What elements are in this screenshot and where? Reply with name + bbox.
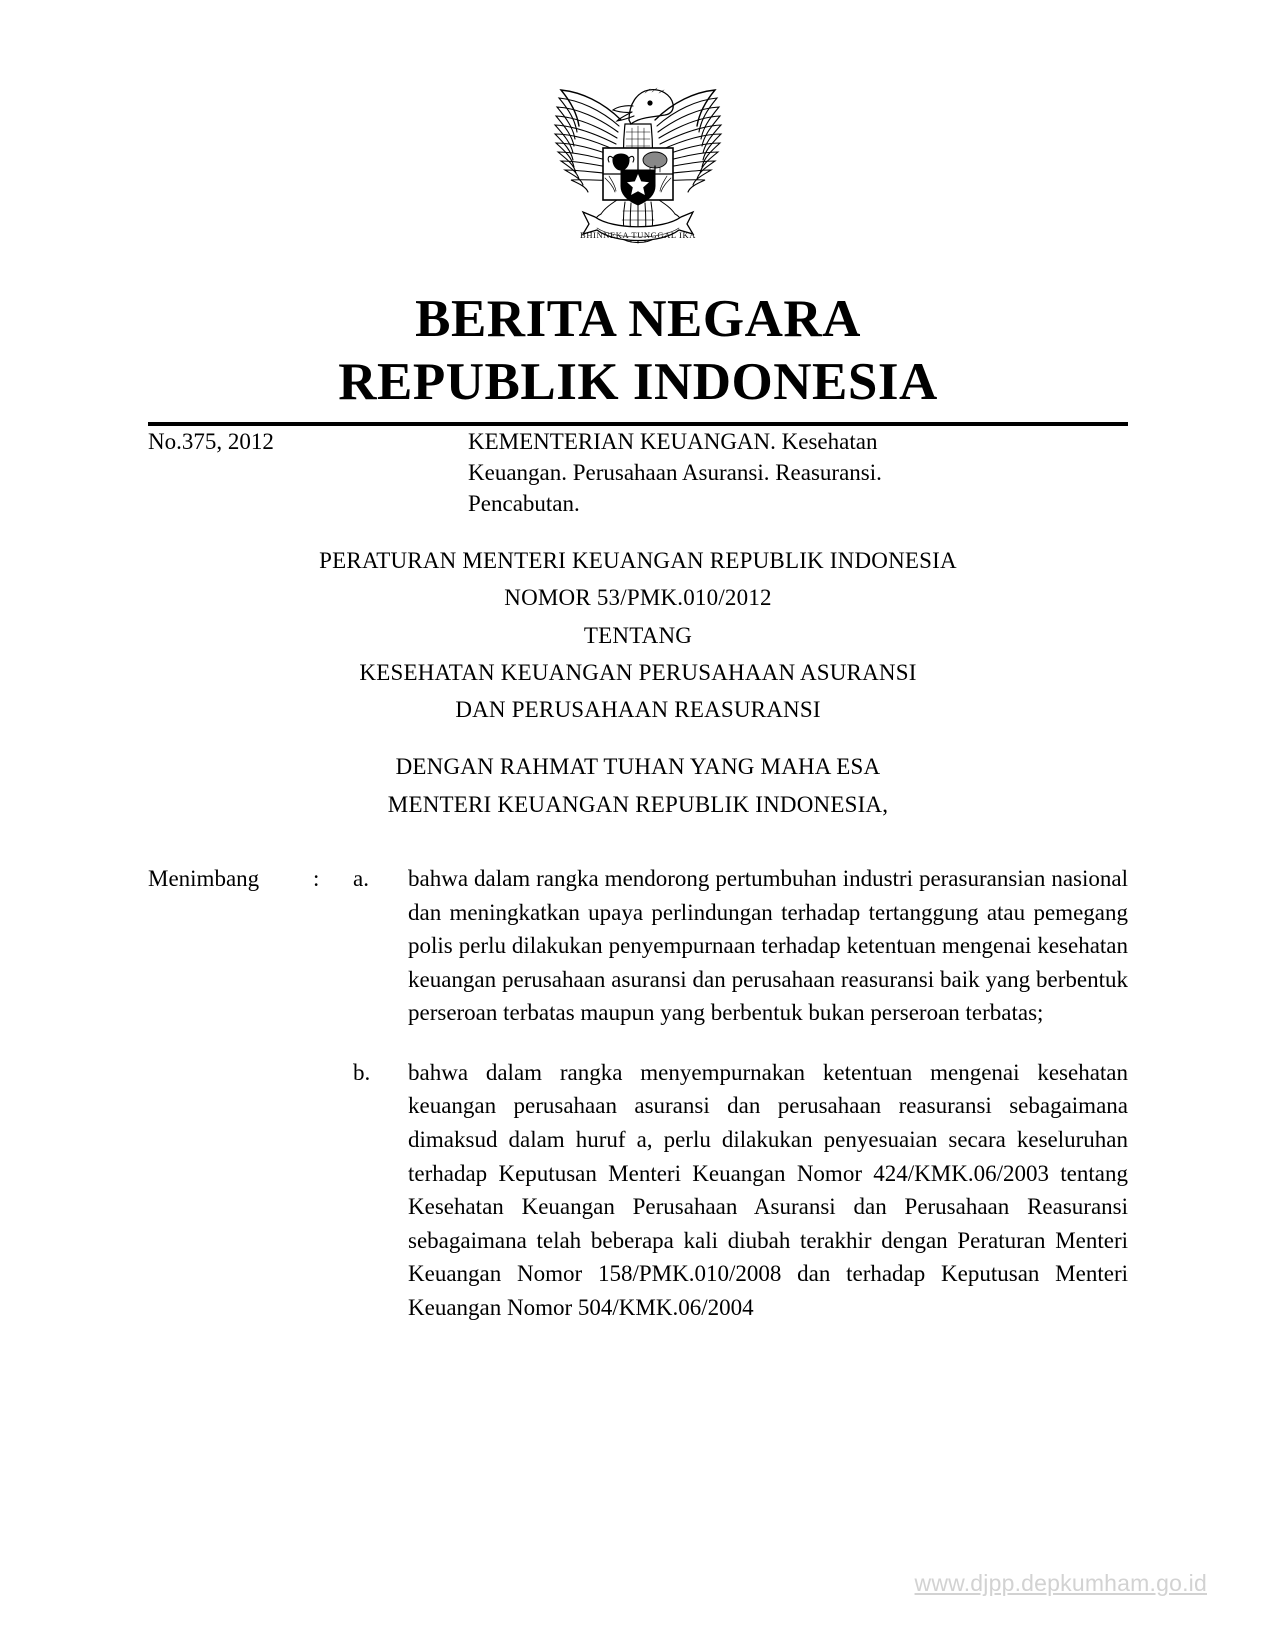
considering-section: [148, 862, 1128, 1325]
title-line-2: NOMOR 53/PMK.010/2012: [504, 585, 772, 611]
considering-text-a: bahwa dalam rangka mendorong pertumbuhan industri perasuransian nasional dan meningkatkan upaya perlindungan terhadap tertanggung atau pemegang polis perlu dilakukan penyempurnaan terhadap ketentuan mengenai kesehatan keuangan perusahaan asuransi dan perusahaan reasuransi baik yang berbentuk perseroan terbatas maupun yang berbentuk bukan perseroan terbatas;: [408, 866, 1128, 1026]
title-line-5: DAN PERUSAHAAN REASURANSI: [455, 697, 821, 722]
gazette-subject-line-1: KEMENTERIAN KEUANGAN. Kesehatan: [468, 429, 878, 454]
considering-colon: :: [313, 866, 320, 891]
considering-letter-a: a.: [353, 866, 369, 891]
considering-text-b: bahwa dalam rangka menyempurnakan ketentuan mengenai kesehatan keuangan perusahaan asuransi dan perusahaan reasuransi sebagaimana dimaksud dalam huruf a, perlu dilakukan penyesuaian secara keseluruhan terhadap Keputusan Menteri Keuangan Nomor 424/KMK.06/2003 tentang Kesehatan Keuangan Perusahaan Asuransi dan Perusahaan Reasuransi sebagaimana telah beberapa kali diubah terakhir dengan Peraturan Menteri Keuangan Nomor 158/PMK.010/2008 dan terhadap Keputusan Menteri Keuangan Nomor 504/KMK.06/2004: [408, 1059, 1128, 1320]
title-line-6: DENGAN RAHMAT TUHAN YANG MAHA ESA: [395, 754, 881, 780]
title-spacer: [148, 728, 1128, 748]
masthead: [148, 288, 1128, 426]
footer-watermark: www.djpp.depkumham.go.id: [914, 1570, 1207, 1596]
gazette-subject-line-3: Pencabutan.: [468, 491, 580, 517]
masthead-line-2: REPUBLIK INDONESIA: [338, 352, 938, 411]
title-line-1: PERATURAN MENTERI KEUANGAN REPUBLIK INDONESIA: [319, 548, 957, 573]
title-line-3: TENTANG: [583, 622, 693, 648]
gazette-subject: [468, 426, 1128, 519]
regulation-title-block: [148, 542, 1128, 823]
emblem-motto-text: BHINNEKA TUNGGAL IKA: [579, 230, 696, 240]
considering-label: Menimbang: [148, 866, 260, 891]
title-line-7: MENTERI KEUANGAN REPUBLIK INDONESIA,: [387, 791, 889, 817]
gazette-id-row: [148, 426, 1128, 519]
masthead-line-1: BERITA NEGARA: [415, 290, 861, 348]
considering-item-a: [148, 862, 1128, 1030]
gazette-number: No.375, 2012: [148, 429, 274, 454]
gazette-subject-line-2: Keuangan. Perusahaan Asuransi. Reasuransi.: [468, 460, 882, 486]
considering-letter-b: b.: [353, 1059, 371, 1085]
considering-item-b: [148, 1056, 1128, 1325]
garuda-pancasila-emblem: [533, 62, 743, 267]
title-line-4: KESEHATAN KEUANGAN PERUSAHAAN ASURANSI: [359, 659, 917, 685]
emblem-container: [0, 62, 1275, 267]
